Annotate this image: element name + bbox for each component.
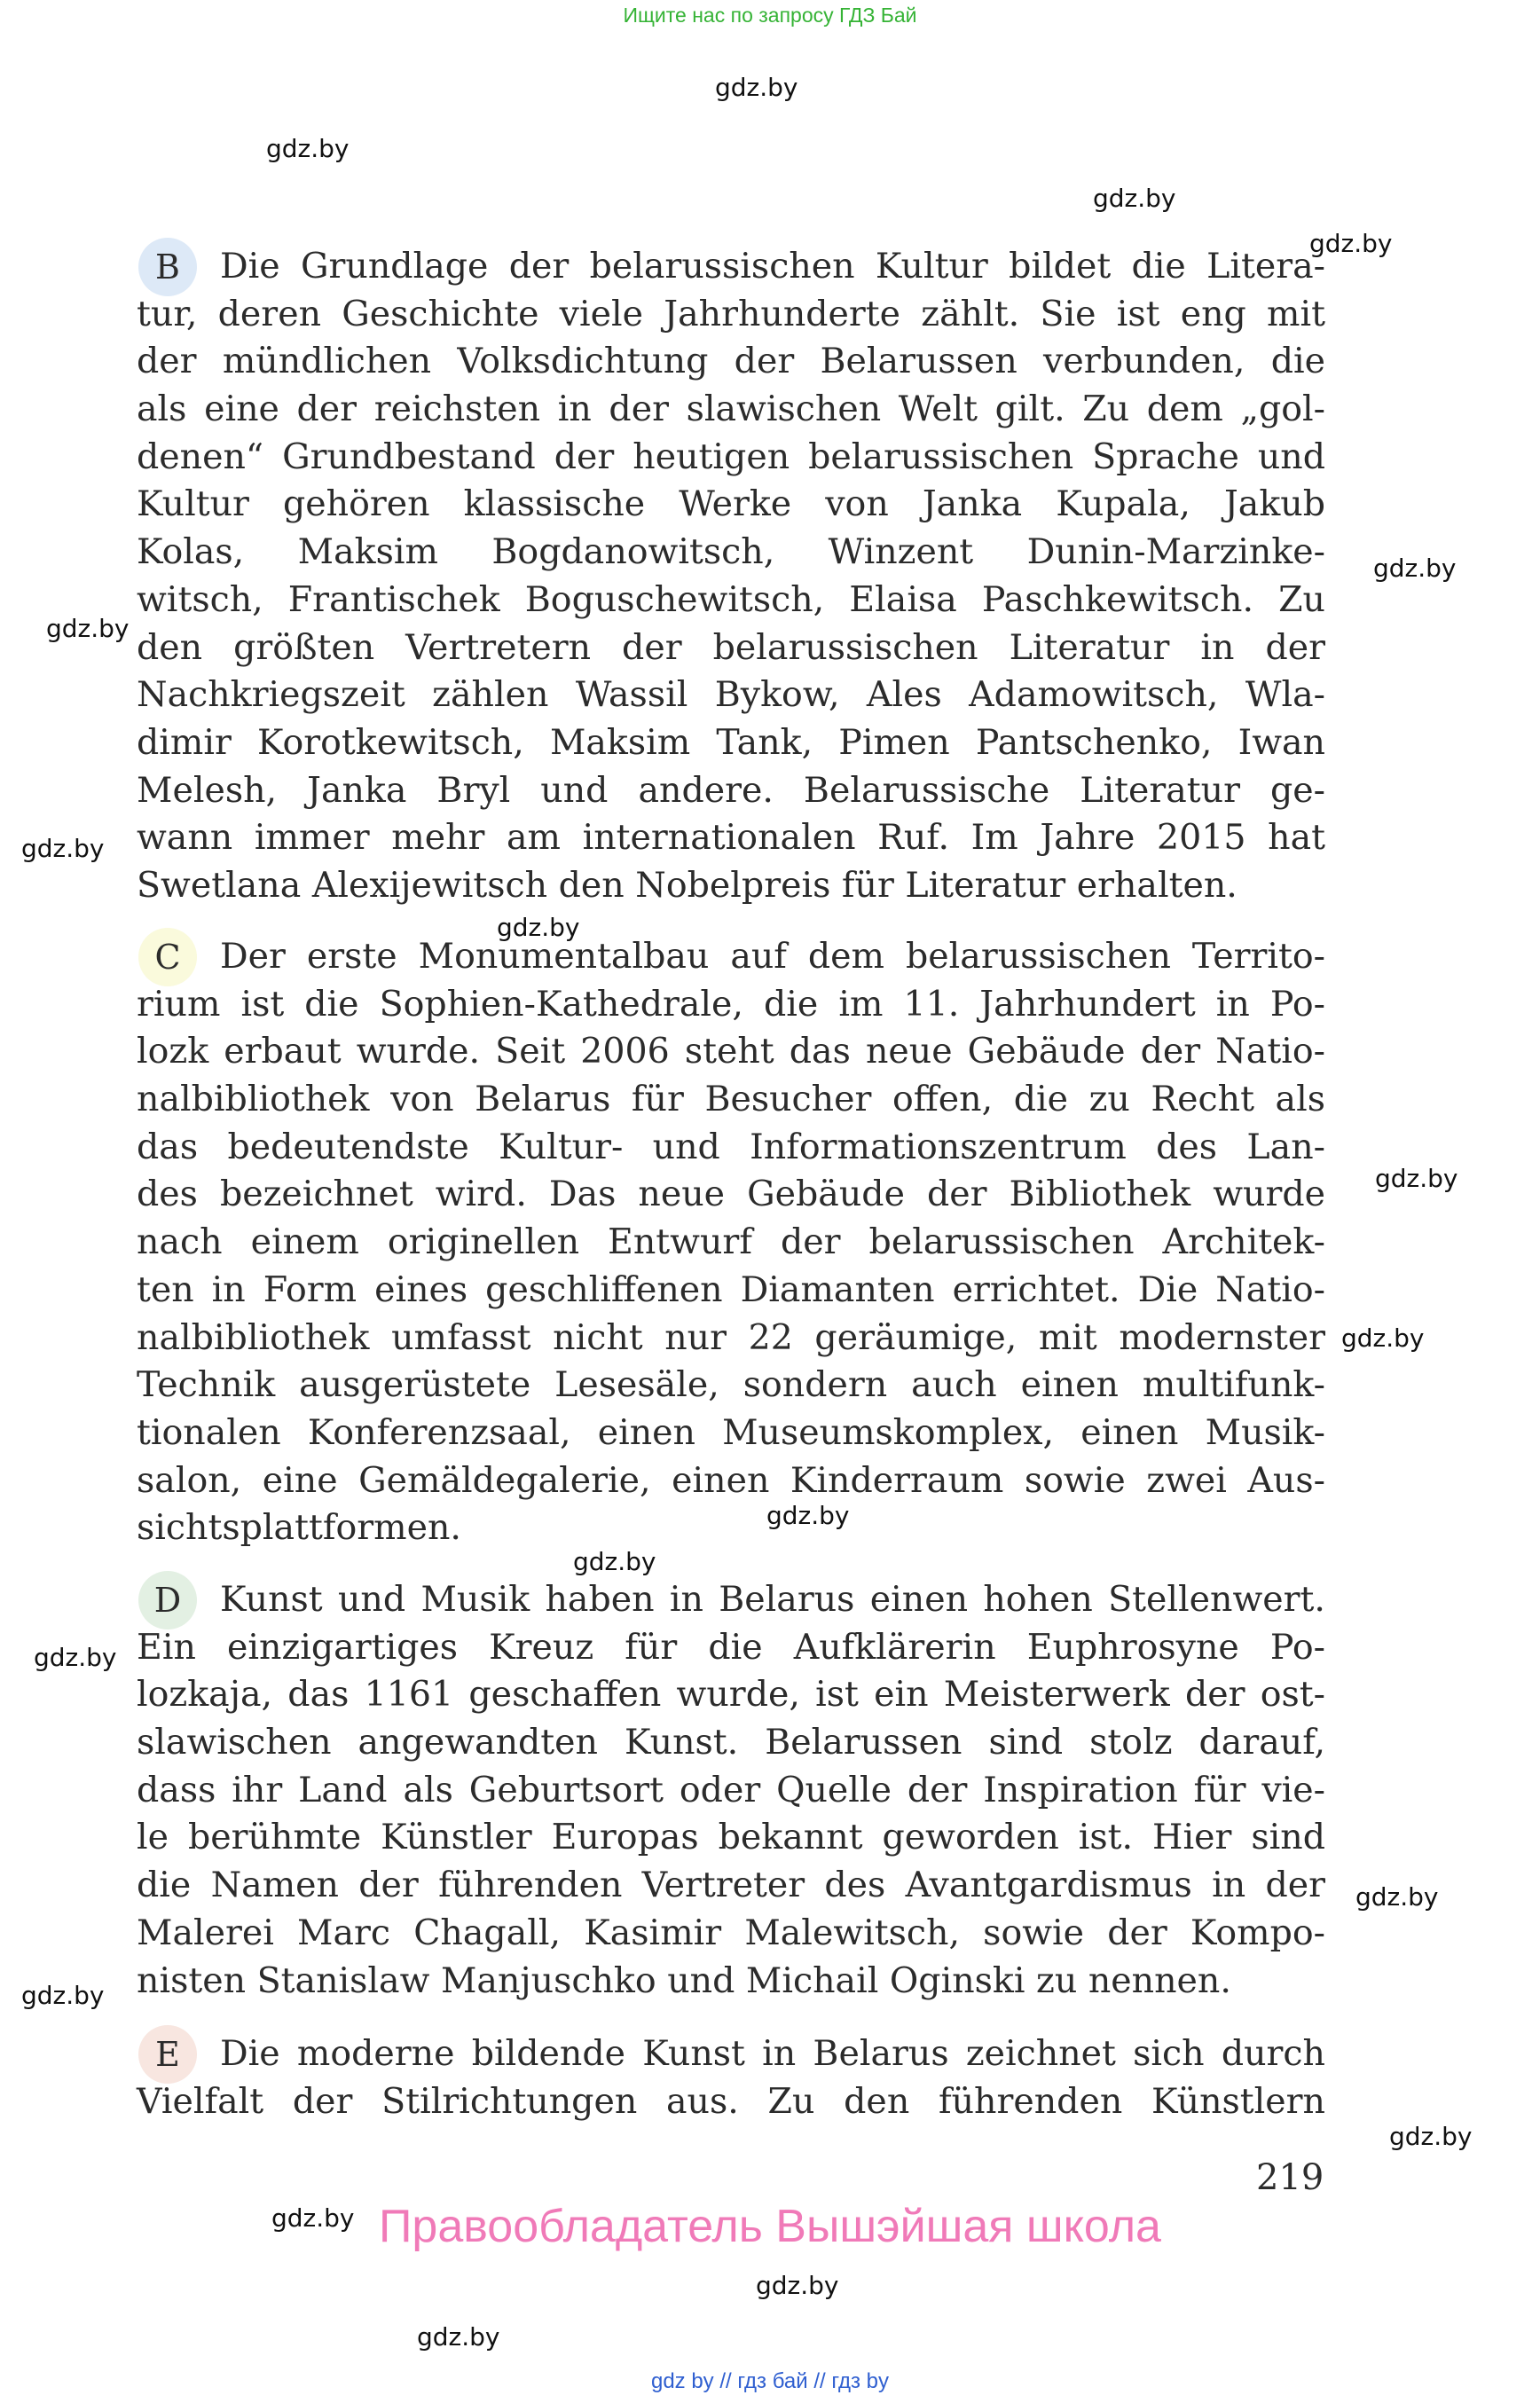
watermark: gdz.by [34, 1643, 117, 1672]
watermark: gdz.by [21, 1981, 105, 2010]
section-marker-d: D [138, 1571, 197, 1629]
page-number: 219 [1256, 2157, 1324, 2198]
text-line: dass ihr Land als Geburtsort oder Quelle der Inspiration für vie- [137, 1769, 1325, 1810]
text-line: Die moderne bildende Kunst in Belarus zeichnet sich durch [220, 2033, 1325, 2074]
text-line: des bezeichnet wird. Das neue Gebäude der Bibliothek wurde [137, 1174, 1325, 1215]
text-line: Der erste Monumentalbau auf dem belarussischen Territo- [220, 936, 1325, 977]
text-line: lozk erbaut wurde. Seit 2006 steht das neue Gebäude der Natio- [137, 1031, 1325, 1072]
rights-holder-notice: Правообладатель Вышэйшая школа [379, 2201, 1161, 2252]
watermark: gdz.by [1093, 184, 1176, 213]
text-line: nisten Stanislaw Manjuschko und Michail Oginski zu nennen. [137, 1959, 1231, 2001]
text-line: rium ist die Sophien-Kathedrale, die im 11. Jahrhundert in Po- [137, 983, 1325, 1025]
watermark: gdz.by [715, 73, 798, 102]
text-line: Kunst und Musik haben in Belarus einen hohen Stellenwert. [220, 1579, 1325, 1620]
text-line: nalbibliothek umfasst nicht nur 22 geräumige, mit modernster [137, 1316, 1325, 1358]
text-line: dimir Korotkewitsch, Maksim Tank, Pimen Pantschenko, Iwan [137, 721, 1325, 763]
text-line: Die Grundlage der belarussischen Kultur bildet die Litera- [220, 246, 1325, 287]
section-c-paragraph [137, 933, 1325, 1552]
text-line: ten in Form eines geschliffenen Diamanten errichtet. Die Natio- [137, 1268, 1325, 1310]
watermark: gdz.by [417, 2322, 500, 2352]
watermark: gdz.by [756, 2271, 839, 2300]
text-line: wann immer mehr am internationalen Ruf. Im Jahre 2015 hat [137, 817, 1325, 859]
watermark: gdz.by [573, 1547, 656, 1576]
text-line: tionalen Konferenzsaal, einen Museumskomplex, einen Musik- [137, 1411, 1325, 1453]
text-line: Kultur gehören klassische Werke von Janka Kupala, Jakub [137, 483, 1325, 525]
text-line: le berühmte Künstler Europas bekannt geworden ist. Hier sind [137, 1817, 1325, 1858]
text-line: der mündlichen Volksdichtung der Belarussen verbunden, die [137, 341, 1325, 382]
section-b-paragraph [137, 243, 1325, 910]
watermark: gdz.by [266, 134, 350, 163]
text-line: Melesh, Janka Bryl und andere. Belarussische Literatur ge- [137, 769, 1325, 811]
text-line: Swetlana Alexijewitsch den Nobelpreis für Literatur erhalten. [137, 864, 1238, 906]
text-line: salon, eine Gemäldegalerie, einen Kinderraum sowie zwei Aus- [137, 1459, 1325, 1501]
text-line: das bedeutendste Kultur- und Informationszentrum des Lan- [137, 1126, 1325, 1167]
text-line: Malerei Marc Chagall, Kasimir Malewitsch, sowie der Kompo- [137, 1912, 1325, 1953]
text-line: Ein einzigartiges Kreuz für die Aufklärerin Euphrosyne Po- [137, 1626, 1325, 1668]
text-line: Technik ausgerüstete Lesesäle, sondern auch einen multifunk- [137, 1364, 1325, 1406]
watermark: gdz.by [1341, 1323, 1425, 1353]
text-line: nach einem originellen Entwurf der belarussischen Architek- [137, 1221, 1325, 1263]
top-search-notice: Ищите нас по запросу ГДЗ Бай [623, 4, 917, 27]
section-e-paragraph [137, 2030, 1325, 2125]
section-d-paragraph [137, 1576, 1325, 2005]
watermark: gdz.by [21, 834, 105, 863]
watermark: gdz.by [271, 2203, 355, 2233]
bottom-site-links[interactable]: gdz by // гдз бай // гдз by [650, 2369, 890, 2393]
text-line: lozkaja, das 1161 geschaffen wurde, ist ein Meisterwerk der ost- [137, 1674, 1325, 1716]
watermark: gdz.by [766, 1501, 850, 1530]
watermark: gdz.by [1373, 554, 1457, 583]
text-line: denen“ Grundbestand der heutigen belarussischen Sprache und [137, 436, 1325, 477]
text-line: als eine der reichsten in der slawischen Welt gilt. Zu dem „gol- [137, 389, 1325, 430]
text-line: Kolas, Maksim Bogdanowitsch, Winzent Dunin-Marzinke- [137, 531, 1325, 573]
text-line: den größten Vertretern der belarussischen Literatur in der [137, 626, 1325, 668]
section-marker-b: B [138, 238, 197, 296]
text-line: slawischen angewandten Kunst. Belarussen sind stolz darauf, [137, 1722, 1325, 1763]
section-marker-c: C [138, 928, 197, 986]
text-line: die Namen der führenden Vertreter des Avantgardismus in der [137, 1865, 1325, 1906]
watermark: gdz.by [1355, 1882, 1439, 1912]
watermark: gdz.by [497, 913, 580, 942]
text-line: witsch, Frantischek Boguschewitsch, Elaisa Paschkewitsch. Zu [137, 578, 1325, 620]
watermark: gdz.by [46, 614, 130, 643]
watermark: gdz.by [1375, 1164, 1458, 1193]
text-line: nalbibliothek von Belarus für Besucher offen, die zu Recht als [137, 1079, 1325, 1120]
text-line: sichtsplattformen. [137, 1507, 461, 1549]
text-line: Nachkriegszeit zählen Wassil Bykow, Ales Adamowitsch, Wla- [137, 674, 1325, 716]
watermark: gdz.by [1389, 2122, 1473, 2151]
section-marker-e: E [138, 2025, 197, 2084]
watermark: gdz.by [1309, 229, 1393, 258]
text-line: tur, deren Geschichte viele Jahrhunderte zählt. Sie ist eng mit [137, 293, 1325, 334]
text-line: Vielfalt der Stilrichtungen aus. Zu den führenden Künstlern [137, 2080, 1325, 2122]
